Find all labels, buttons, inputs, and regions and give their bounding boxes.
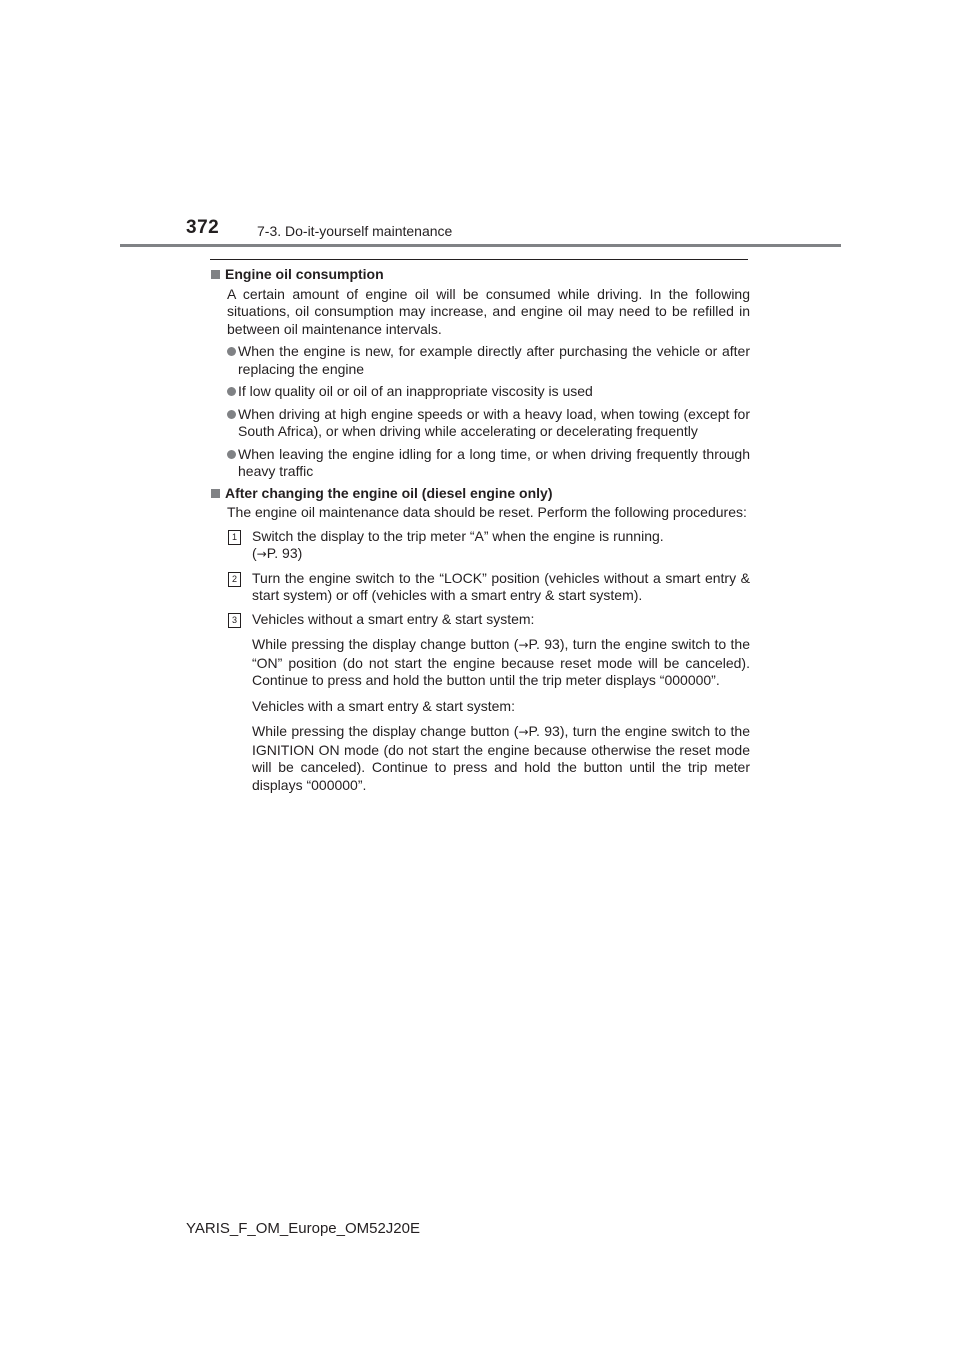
step-number-badge: 1 [228, 530, 241, 545]
arrow-right-icon: → [518, 725, 529, 739]
instruction-text: While pressing the display change button ( [252, 636, 519, 652]
step-text: Switch the display to the trip meter “A” when the engine is running. [252, 527, 664, 544]
ref-open-paren: ( [252, 545, 257, 561]
arrow-right-icon: → [518, 638, 529, 652]
step-text: Turn the engine switch to the “LOCK” position (vehicles without a smart entry & start system) or off (vehicles with a smart entry & start system). [252, 569, 750, 603]
header-rule [120, 244, 841, 247]
list-item-text: If low quality oil or oil of an inappropriate viscosity is used [238, 383, 593, 399]
arrow-right-icon: → [256, 547, 267, 561]
page-reference: P. 93) [266, 545, 303, 561]
section-heading-text: Engine oil consumption [225, 266, 384, 282]
list-item [210, 383, 750, 401]
oil-consumption-intro: A certain amount of engine oil will be consumed while driving. In the following situations, oil consumption may increase, and engine oil may need to be refilled in between oil maintenance intervals. [227, 285, 750, 337]
list-item-text: When the engine is new, for example directly after purchasing the vehicle or after replacing the engine [238, 343, 750, 377]
step-1 [210, 528, 750, 564]
square-bullet-icon [211, 489, 220, 498]
after-change-intro: The engine oil maintenance data should be reset. Perform the following procedures: [227, 504, 747, 520]
section-heading-oil-consumption [210, 266, 750, 284]
round-bullet-icon [227, 347, 236, 356]
instruction-text: P. 93), turn the engine switch to the “ON” position (do not start the engine because reset mode will be canceled). Continue to press and hold the button until the trip meter displays “000000”. [252, 636, 750, 688]
step-number-badge: 3 [228, 613, 241, 628]
instruction-text: P. 93), turn the engine switch to the IGNITION ON mode (do not start the engine because otherwise the reset mode will be canceled). Continue to press and hold the button until the trip meter displays “000000”. [252, 723, 750, 793]
section-heading-text: After changing the engine oil (diesel engine only) [225, 484, 553, 501]
section-title: 7-3. Do-it-yourself maintenance [257, 223, 453, 239]
step-3-with-smart-entry [210, 723, 750, 794]
footer-model-code: YARIS_F_OM_Europe_OM52J20E [186, 1220, 421, 1237]
step-3 [210, 611, 750, 629]
content-rule [210, 259, 748, 260]
round-bullet-icon [227, 387, 236, 396]
list-item-text: When driving at high engine speeds or with a heavy load, when towing (except for South Africa), or when driving while accelerating or decelerating frequently [238, 405, 750, 439]
round-bullet-icon [227, 450, 236, 459]
list-item-text: When leaving the engine idling for a long time, or when driving frequently through heavy traffic [238, 445, 750, 479]
step-text: Vehicles without a smart entry & start system: [252, 610, 535, 627]
step-2 [210, 570, 750, 605]
page-number: 372 [186, 217, 220, 238]
list-item [210, 343, 750, 378]
square-bullet-icon [211, 270, 220, 279]
round-bullet-icon [227, 410, 236, 419]
step-3-with-smart-entry-label: Vehicles with a smart entry & start system: [252, 697, 515, 714]
step-number-badge: 2 [228, 572, 241, 587]
instruction-text: While pressing the display change button ( [252, 723, 519, 739]
list-item [210, 446, 750, 481]
content-body [210, 266, 750, 794]
list-item [210, 406, 750, 441]
section-heading-after-change [210, 485, 750, 503]
step-3-without-smart-entry [210, 636, 750, 690]
